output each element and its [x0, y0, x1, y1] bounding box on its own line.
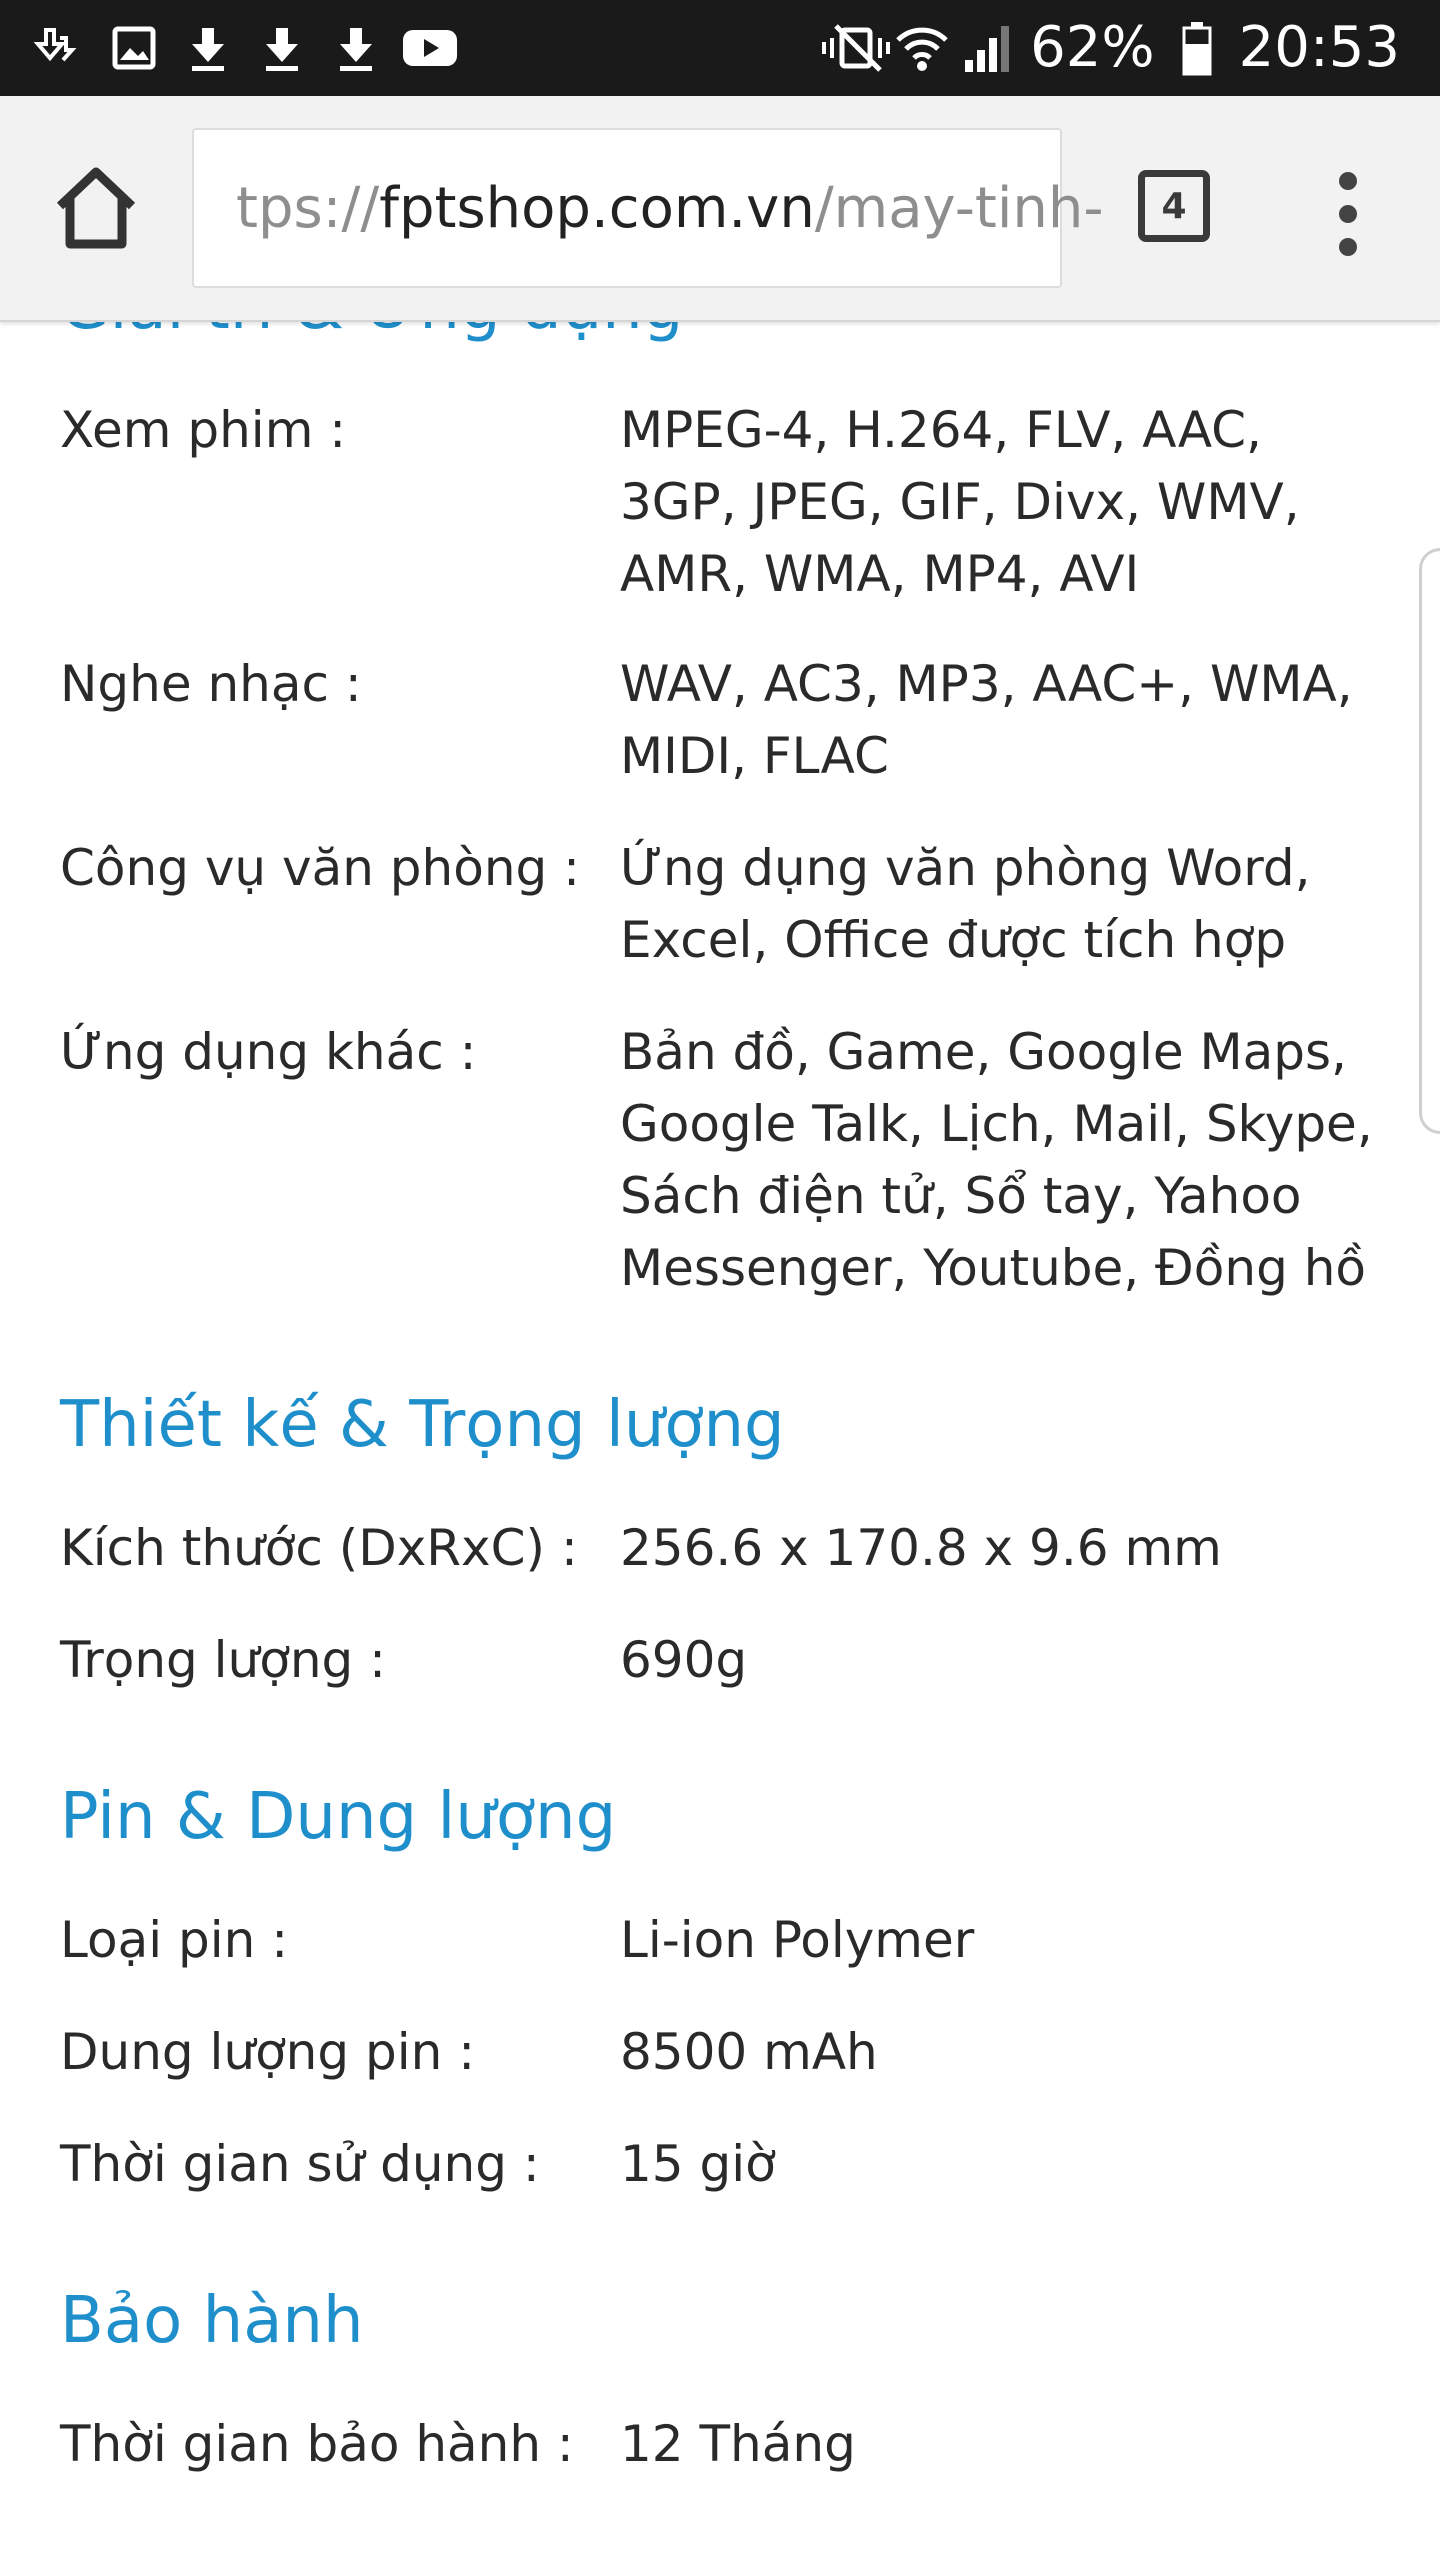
spec-label: Ứng dụng khác :: [60, 1023, 477, 1081]
clock: 20:53: [1238, 15, 1400, 80]
spec-value: 15 giờ: [620, 2135, 776, 2193]
spec-value: 8500 mAh: [620, 2023, 878, 2081]
spec-value: Ứng dụng văn phòng Word, Excel, Office được tích hợp: [620, 839, 1311, 969]
address-bar[interactable]: [192, 128, 1104, 288]
tab-switcher-button[interactable]: 4: [1138, 170, 1210, 242]
browser-toolbar: [0, 96, 1440, 322]
spec-label: Xem phim :: [60, 401, 347, 459]
spec-value: 256.6 x 170.8 x 9.6 mm: [620, 1519, 1222, 1577]
overflow-menu-button[interactable]: [1326, 164, 1370, 264]
spec-value: Li-ion Polymer: [620, 1911, 975, 1969]
spec-label: Kích thước (DxRxC) :: [60, 1519, 578, 1577]
home-icon: [52, 166, 140, 250]
url-path: /may-tinh-: [814, 175, 1104, 241]
spec-value: 690g: [620, 1631, 748, 1689]
spec-value: MPEG-4, H.264, FLV, AAC, 3GP, JPEG, GIF, Divx, WMV, AMR, WMA, MP4, AVI: [620, 401, 1300, 603]
battery-percent: 62%: [1030, 15, 1155, 80]
spec-value: WAV, AC3, MP3, AAC+, WMA, MIDI, FLAC: [620, 655, 1353, 785]
spec-label: Thời gian bảo hành :: [60, 2415, 574, 2473]
menu-dot-icon: [1339, 238, 1357, 256]
spec-value: 12 Tháng: [620, 2415, 856, 2473]
url-text[interactable]: [194, 176, 1104, 241]
spec-label: Nghe nhạc :: [60, 655, 362, 713]
section-title-warranty: Bảo hành: [60, 2284, 364, 2358]
spec-label: Công vụ văn phòng :: [60, 839, 580, 897]
edge-panel-handle[interactable]: [1419, 548, 1440, 1134]
section-title-battery: Pin & Dung lượng: [60, 1780, 617, 1854]
spec-label: Dung lượng pin :: [60, 2023, 476, 2081]
home-button[interactable]: [52, 166, 140, 250]
section-title-design: Thiết kế & Trọng lượng: [60, 1388, 785, 1462]
url-scheme: tps://: [236, 175, 380, 241]
spec-label: Thời gian sử dụng :: [60, 2135, 540, 2193]
spec-label: Loại pin :: [60, 1911, 289, 1969]
menu-dot-icon: [1339, 205, 1357, 223]
menu-dot-icon: [1339, 172, 1357, 190]
spec-value: Bản đồ, Game, Google Maps, Google Talk, Lịch, Mail, Skype, Sách điện tử, Sổ tay, Yahoo Messenger, Youtube, Đồng hồ: [620, 1023, 1373, 1297]
url-host: fptshop.com.vn: [379, 175, 815, 241]
spec-label: Trọng lượng :: [60, 1631, 387, 1689]
